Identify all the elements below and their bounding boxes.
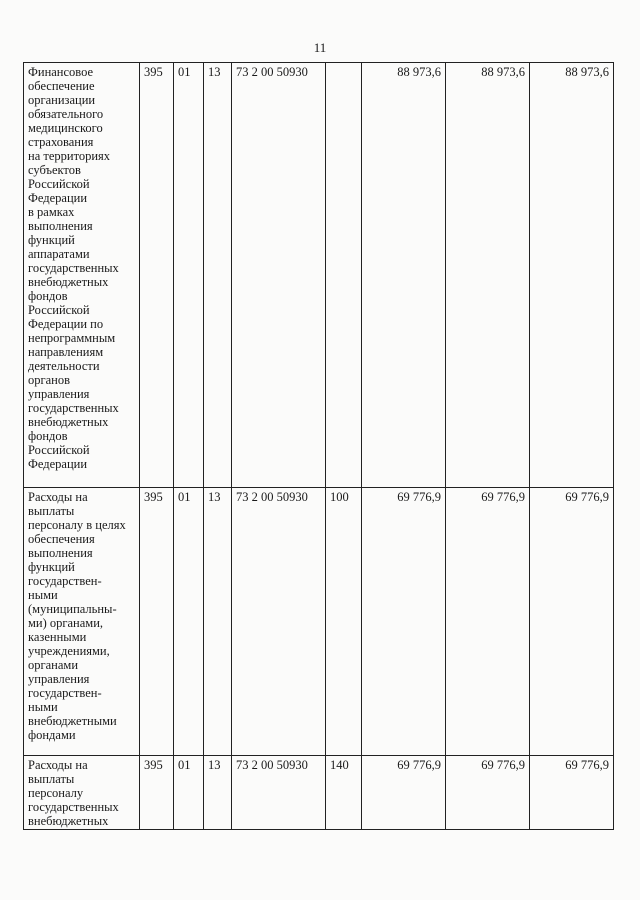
page-number: 11	[313, 40, 327, 55]
amount-2: 69 776,9	[446, 488, 530, 756]
ministry-code: 395	[140, 756, 174, 830]
row-description: Расходы на выплаты персоналу в целях обеспечения выполнения функций государствен- ными (муниципальны- ми) органами, казенными учреждениями, органами управления государствен- ными внебюджетными фондами	[24, 488, 140, 756]
subsection-code: 13	[204, 756, 232, 830]
section-code: 01	[174, 488, 204, 756]
target-article-code: 73 2 00 50930	[232, 63, 326, 488]
table-row	[24, 488, 614, 756]
amount-3: 88 973,6	[530, 63, 614, 488]
section-code: 01	[174, 63, 204, 488]
row-description: Расходы на выплаты персоналу государственных внебюджетных	[24, 756, 140, 830]
section-code: 01	[174, 756, 204, 830]
amount-2: 88 973,6	[446, 63, 530, 488]
expense-type-code	[326, 63, 362, 488]
amount-1: 88 973,6	[362, 63, 446, 488]
target-article-code: 73 2 00 50930	[232, 756, 326, 830]
amount-2: 69 776,9	[446, 756, 530, 830]
expense-type-code: 140	[326, 756, 362, 830]
table-row	[24, 756, 614, 830]
ministry-code: 395	[140, 488, 174, 756]
expense-type-code: 100	[326, 488, 362, 756]
ministry-code: 395	[140, 63, 174, 488]
row-description: Финансовое обеспечение организации обязательного медицинского страхования на территориях субъектов Российской Федерации в рамках выполнения функций аппаратами государственных внебюджетных фондов Российской Федерации по непрограммным направлениям деятельности органов управления государственных внебюджетных фондов Российской Федерации	[24, 63, 140, 488]
amount-3: 69 776,9	[530, 756, 614, 830]
budget-table	[23, 62, 614, 830]
table-row	[24, 63, 614, 488]
target-article-code: 73 2 00 50930	[232, 488, 326, 756]
amount-1: 69 776,9	[362, 756, 446, 830]
amount-3: 69 776,9	[530, 488, 614, 756]
subsection-code: 13	[204, 63, 232, 488]
subsection-code: 13	[204, 488, 232, 756]
amount-1: 69 776,9	[362, 488, 446, 756]
